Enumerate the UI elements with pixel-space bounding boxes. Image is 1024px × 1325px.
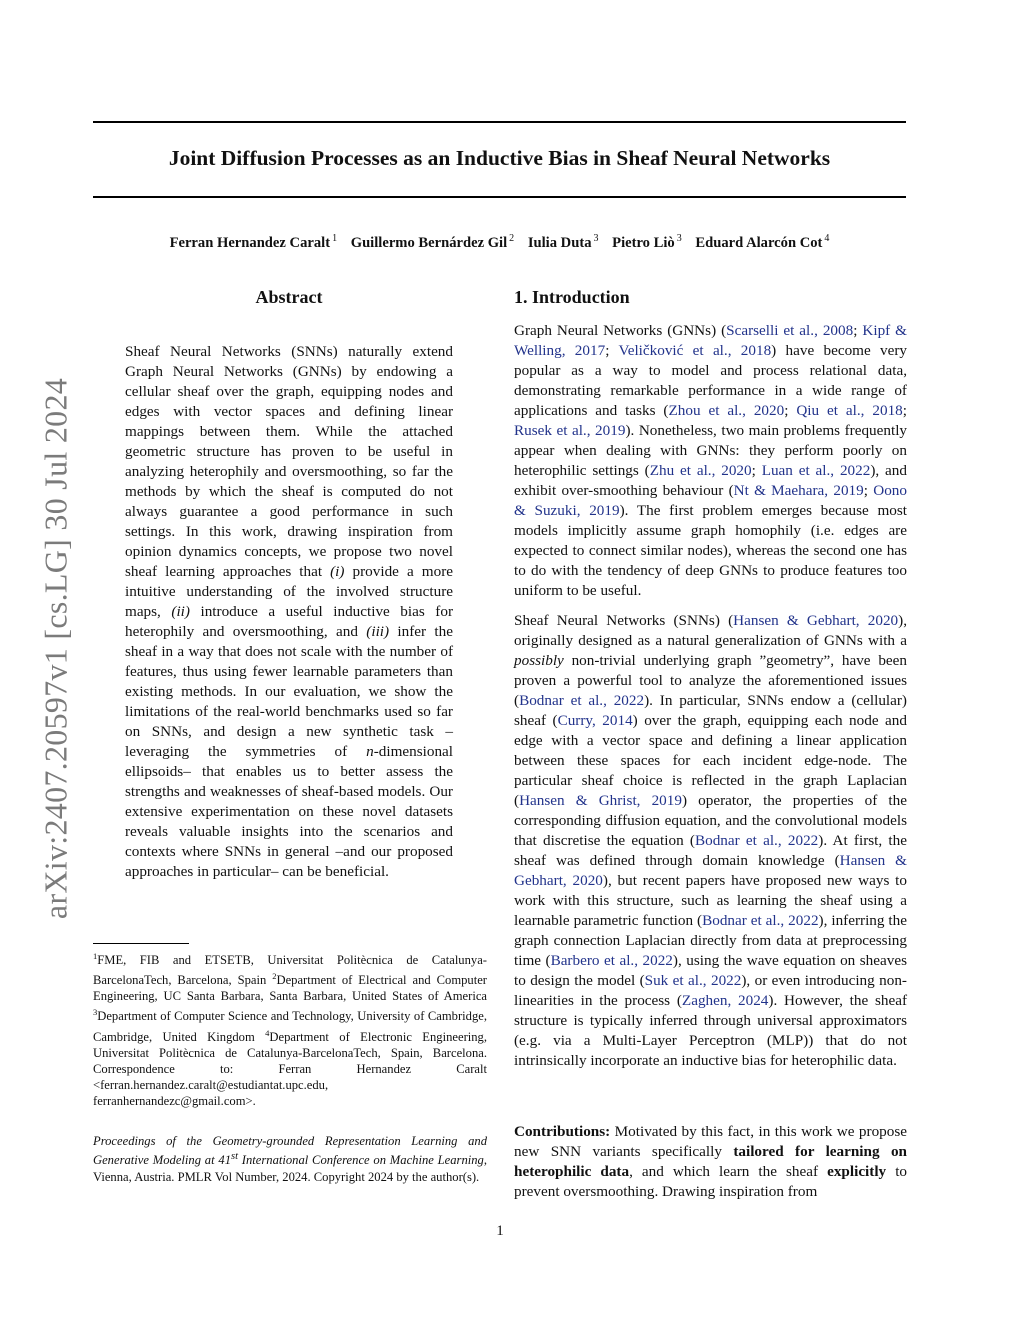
proceedings-note: Proceedings of the Geometry-grounded Representation Learning and Generative Modeling at 41st International Conference on Machine Learning, Vienna, Austria. PMLR Vol Number, 2024. Copyright 2024 by the author(s). xyxy=(93,1134,487,1184)
text-run: Sheaf Neural Networks (SNNs) ( xyxy=(514,612,734,629)
citation-link[interactable]: Bodnar et al., 2022 xyxy=(519,692,645,709)
citation-link[interactable]: Curry, 2014 xyxy=(557,712,633,729)
text-run: ), but recent papers have proposed new ways to work with this structure, such as learning the sheaf using a learnable parametric function ( xyxy=(514,872,907,929)
citation-link[interactable]: Kipf & Welling, 2017 xyxy=(514,322,907,359)
citation-link[interactable]: Zaghen, 2024 xyxy=(681,992,769,1009)
footnote-rule xyxy=(93,943,189,944)
page-number: 1 xyxy=(496,1223,504,1239)
text-run: ), using the wave equation on sheaves to design the model ( xyxy=(514,952,907,989)
text-run: ), and exhibit over-smoothing behaviour ( xyxy=(514,462,907,499)
citation-link[interactable]: Oono & Suzuki, 2019 xyxy=(514,482,907,519)
text-run: ; xyxy=(863,482,874,499)
citation-link[interactable]: Bodnar et al., 2022 xyxy=(694,832,819,849)
text-run: ). Nonetheless, two main problems frequently appear when dealing with GNNs: they perform poorly on heterophilic settings ( xyxy=(514,422,908,479)
top-rule xyxy=(93,121,906,123)
author: Pietro Liò $^3$ xyxy=(612,233,682,251)
affiliation-footnote: $^1$FME, FIB and ETSETB, Universitat Politècnica de Catalunya-BarcelonaTech, Barcelona, Spain $^2$Department of Electrical and Computer Engineering, UC Santa Barbara, Santa Barbara, United States of America $^3$Department of Computer Science and Technology, University of Cambridge, Cambridge, United Kingdom $^4$Department of Electronic Engineering, Universitat Politècnica de Catalunya-BarcelonaTech, Spain, Barcelona. Correspondence to: Ferran Hernandez Caralt <ferran.hernandez.caralt@estudiantat.upc.edu, ferranhernandezc@gmail.com>. xyxy=(93,951,488,1108)
text-run: ) operator, the properties of the corresponding diffusion equation, and the convolutional models that discretise the equation ( xyxy=(514,792,907,849)
abstract-heading: Abstract xyxy=(255,287,323,307)
citation-link[interactable]: Hansen & Ghrist, 2019 xyxy=(519,792,682,809)
introduction-heading: 1. Introduction xyxy=(514,287,630,307)
title-bottom-rule xyxy=(93,196,906,198)
introduction-body xyxy=(514,321,907,1081)
citation-link[interactable]: Bodnar et al., 2022 xyxy=(702,912,819,929)
text-run: ). However, the sheaf structure is typically inferred through universal approximators (e.g. via a Multi-Layer Perceptron (MLP)) that do not intrinsically incorporate an inductive bias for heterophilic data. xyxy=(514,992,908,1069)
paper-title: Joint Diffusion Processes as an Inductive Bias in Sheaf Neural Networks xyxy=(168,146,831,170)
author: Iulia Duta $^3$ xyxy=(527,233,599,251)
citation-link[interactable]: Zhu et al., 2020 xyxy=(649,462,752,479)
citation-link[interactable]: Scarselli et al., 2008 xyxy=(726,322,854,339)
author: Ferran Hernandez Caralt $^1$ xyxy=(169,233,338,251)
text-run: ), originally designed as a natural generalization of GNNs with a xyxy=(514,612,908,649)
text-run: ; xyxy=(784,402,797,419)
text-run: ). At first, the sheaf was defined through domain knowledge ( xyxy=(514,832,907,869)
text-run: ; xyxy=(902,402,907,419)
citation-link[interactable]: Zhou et al., 2020 xyxy=(668,402,785,419)
text-run: non-trivial underlying graph ”geometry”, have been proven a powerful tool to analyze the aforementioned issues ( xyxy=(514,652,907,709)
citation-link[interactable]: Luan et al., 2022 xyxy=(761,462,871,479)
text-run: ). The first problem emerges because most models implicitly assume graph homophily (i.e. edges are expected to connect similar nodes), whereas the second one has to do with the tendency of deep GNNs to produce features too uniform to be useful. xyxy=(514,502,907,599)
citation-link[interactable]: Veličković et al., 2018 xyxy=(618,342,772,359)
text-run: ), inferring the graph connection Laplacian directly from data at preprocessing time ( xyxy=(514,912,907,969)
author: Eduard Alarcón Cot $^4$ xyxy=(695,233,830,251)
text-run: ; xyxy=(605,342,619,359)
citation-link[interactable]: Nt & Maehara, 2019 xyxy=(733,482,864,499)
text-run: ; xyxy=(751,462,762,479)
text-run: ) have become very popular as a way to model and process relational data, demonstrating remarkable performance in a wide range of applications and tasks ( xyxy=(514,342,907,419)
citation-link[interactable]: Qiu et al., 2018 xyxy=(796,402,903,419)
contributions-paragraph: Contributions: Motivated by this fact, in this work we propose new SNN variants specifically tailored for learning on heterophilic data, and which learn the sheaf explicitly to prevent oversmoothing. Drawing inspiration from xyxy=(514,1123,908,1200)
citation-link[interactable]: Hansen & Gebhart, 2020 xyxy=(514,852,907,889)
text-run: ), or even introducing non-linearities in the process ( xyxy=(514,972,907,1009)
citation-link[interactable]: Hansen & Gebhart, 2020 xyxy=(733,612,899,629)
emphasis: possibly xyxy=(514,652,564,669)
author-list xyxy=(93,233,906,252)
abstract-body: Sheaf Neural Networks (SNNs) naturally extend Graph Neural Networks (GNNs) by endowing a cellular sheaf over the graph, equipping nodes and edges with vector spaces and defining linear mappings between them. While the attached geometric structure has proven to be useful in analyzing heterophily and oversmoothing, so far the methods by which the sheaf is computed do not always guarantee a good performance in such settings. In this work, drawing inspiration from opinion dynamics concepts, we propose two novel sheaf learning approaches that (i) provide a more intuitive understanding of the involved structure maps, (ii) introduce a useful inductive bias for heterophily and oversmoothing, and (iii) infer the sheaf in a way that does not scale with the number of features, thus using fewer learnable parameters than existing methods. In our evaluation, we show the limitations of the real-world benchmarks used so far on SNNs, and design a new synthetic task –leveraging the symmetries of n-dimensional ellipsoids– that enables us to better assess the strengths and weaknesses of sheaf-based models. Our extensive experimentation on these novel datasets reveals valuable insights into the scenarios and contexts where SNNs in general –and our proposed approaches in particular– can be beneficial. xyxy=(125,343,453,880)
text-run: ) over the graph, equipping each node and edge with a vector space and defining a linear application between these spaces for each incident edge-node. The particular sheaf choice is reflected in the graph Laplacian ( xyxy=(514,712,907,809)
intro-paragraph-1 xyxy=(514,321,907,601)
intro-paragraph-2 xyxy=(514,611,907,1071)
text-run: ). In particular, SNNs endow a (cellular) sheaf ( xyxy=(514,692,907,729)
text-run: Graph Neural Networks (GNNs) ( xyxy=(514,322,727,339)
citation-link[interactable]: Barbero et al., 2022 xyxy=(550,952,673,969)
author: Guillermo Bernárdez Gil $^2$ xyxy=(350,233,515,251)
text-run: ; xyxy=(853,322,863,339)
citation-link[interactable]: Rusek et al., 2019 xyxy=(514,422,626,439)
citation-link[interactable]: Suk et al., 2022 xyxy=(644,972,742,989)
